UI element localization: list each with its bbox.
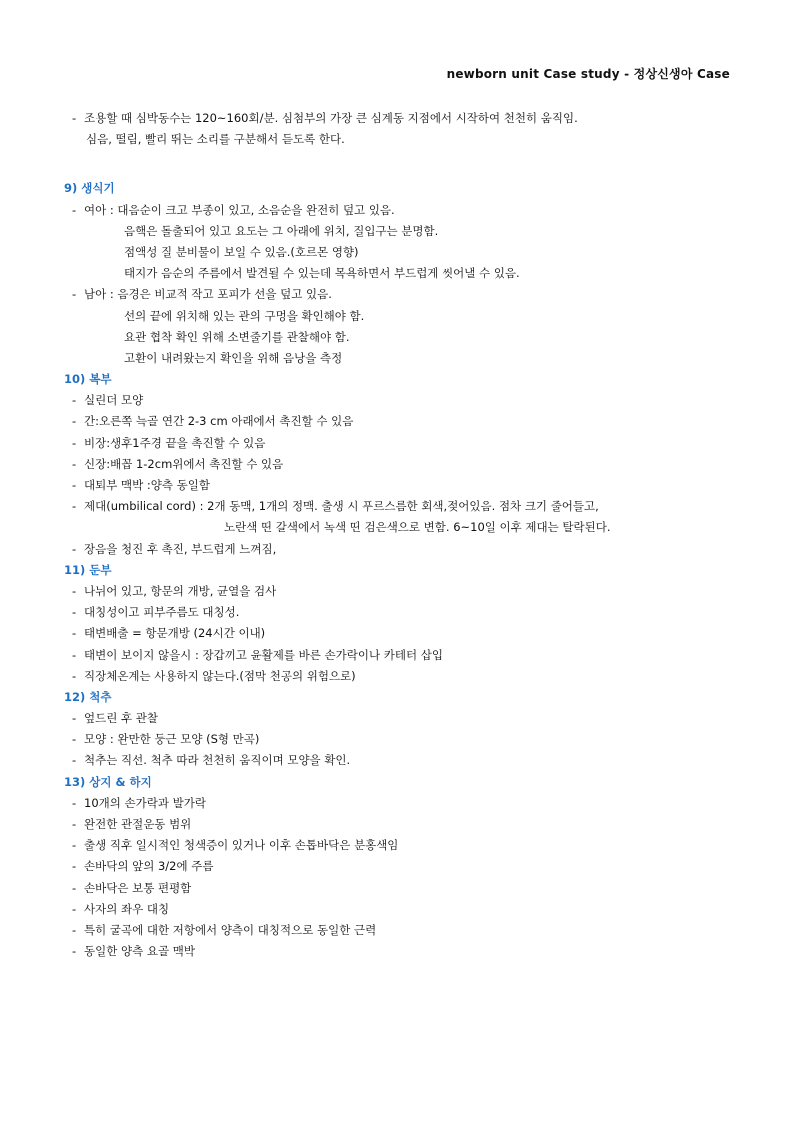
continuation-line: 노란색 띤 갈색에서 녹색 띤 검은색으로 변함. 6~10일 이후 제대는 탈락된다. [224, 520, 611, 535]
list-item: - 대퇴부 맥박 :양측 동일함 [72, 478, 210, 492]
list-item: - 남아 : 음경은 비교적 작고 포피가 선을 덮고 있음. [72, 287, 332, 302]
list-item: - 특히 굴곡에 대한 저항에서 양측이 대칭적으로 동일한 근력 [72, 922, 377, 937]
list-item: - 직장체온계는 사용하지 않는다.(점막 천공의 위험으로) [72, 668, 356, 683]
list-item: - 제대(umbilical cord) : 2개 동맥, 1개의 정맥. 출생 시 푸르스름한 회색,젖어있음. 점차 크기 줄어들고, [72, 499, 599, 514]
list-item: - 조용할 때 심박동수는 120~160회/분. 심첨부의 가장 큰 심계동 지점에서 시작하여 천천히 움직임. [72, 111, 578, 125]
continuation-line: 점액성 질 분비물이 보일 수 있음.(호르몬 영향) [124, 244, 359, 259]
section-heading-abdomen: 10) 복부 [64, 372, 112, 387]
document-body [64, 108, 740, 962]
list-item: - 실린더 모양 [72, 393, 144, 408]
section-heading-buttocks: 11) 둔부 [64, 562, 112, 577]
continuation-line: 선의 끝에 위치해 있는 관의 구멍을 확인해야 함. [124, 308, 365, 323]
list-item: - 신장:배꼽 1-2cm위에서 촉진할 수 있음 [72, 456, 284, 471]
list-item: - 간:오른쪽 늑골 연간 2-3 cm 아래에서 촉진할 수 있음 [72, 414, 354, 429]
continuation-line: 태지가 음순의 주름에서 발견될 수 있는데 목욕하면서 부드럽게 씻어낼 수 있음. [124, 266, 520, 281]
list-item: - 동일한 양측 요골 맥박 [72, 944, 195, 959]
list-item: - 손바닥의 앞의 3/2에 주름 [72, 859, 214, 874]
list-item: - 손바닥은 보통 편평함 [72, 880, 192, 895]
list-item: - 비장:생후1주경 끝을 촉진할 수 있음 [72, 435, 266, 450]
list-item: - 척추는 직선. 척추 따라 천천히 움직이며 모양을 확인. [72, 753, 351, 768]
continuation-line: 심음, 떨림, 빨리 뛰는 소리를 구분해서 듣도록 한다. [86, 132, 345, 147]
list-item: - 태변이 보이지 않을시 : 장갑끼고 윤활제를 바른 손가락이나 카테터 삽입 [72, 647, 443, 662]
list-item: - 모양 : 완만한 둥근 모양 (S형 만곡) [72, 732, 260, 747]
list-item: - 엎드린 후 관찰 [72, 711, 158, 726]
list-item: - 사자의 좌우 대칭 [72, 901, 170, 916]
list-item: - 출생 직후 일시적인 청색증이 있거나 이후 손톱바닥은 분홍색임 [72, 838, 399, 853]
list-item: - 대칭성이고 피부주름도 대칭성. [72, 605, 240, 620]
list-item: - 태변배출 = 항문개방 (24시간 이내) [72, 626, 266, 641]
continuation-line: 요관 협착 확인 위해 소변줄기를 관찰해야 함. [124, 329, 350, 344]
section-heading-genitalia: 9) 생식기 [64, 181, 115, 196]
continuation-line: 고환이 내려왔는지 확인을 위해 음낭을 측정 [124, 350, 343, 365]
list-item: - 나뉘어 있고, 항문의 개방, 균열을 검사 [72, 583, 277, 598]
section-heading-limbs: 13) 상지 & 하지 [64, 774, 152, 789]
page-header: newborn unit Case study - 정상신생아 Case [446, 67, 730, 81]
list-item: - 완전한 관절운동 범위 [72, 817, 192, 831]
list-item: - 여아 : 대음순이 크고 부종이 있고, 소음순을 완전히 덮고 있음. [72, 202, 395, 217]
section-heading-spine: 12) 척추 [64, 689, 112, 704]
continuation-line: 음핵은 돌출되어 있고 요도는 그 아래에 위치, 질입구는 분명함. [124, 223, 439, 238]
list-item: - 10개의 손가락과 발가락 [72, 795, 206, 810]
list-item: - 장음을 청진 후 촉진, 부드럽게 느껴짐, [72, 541, 277, 556]
